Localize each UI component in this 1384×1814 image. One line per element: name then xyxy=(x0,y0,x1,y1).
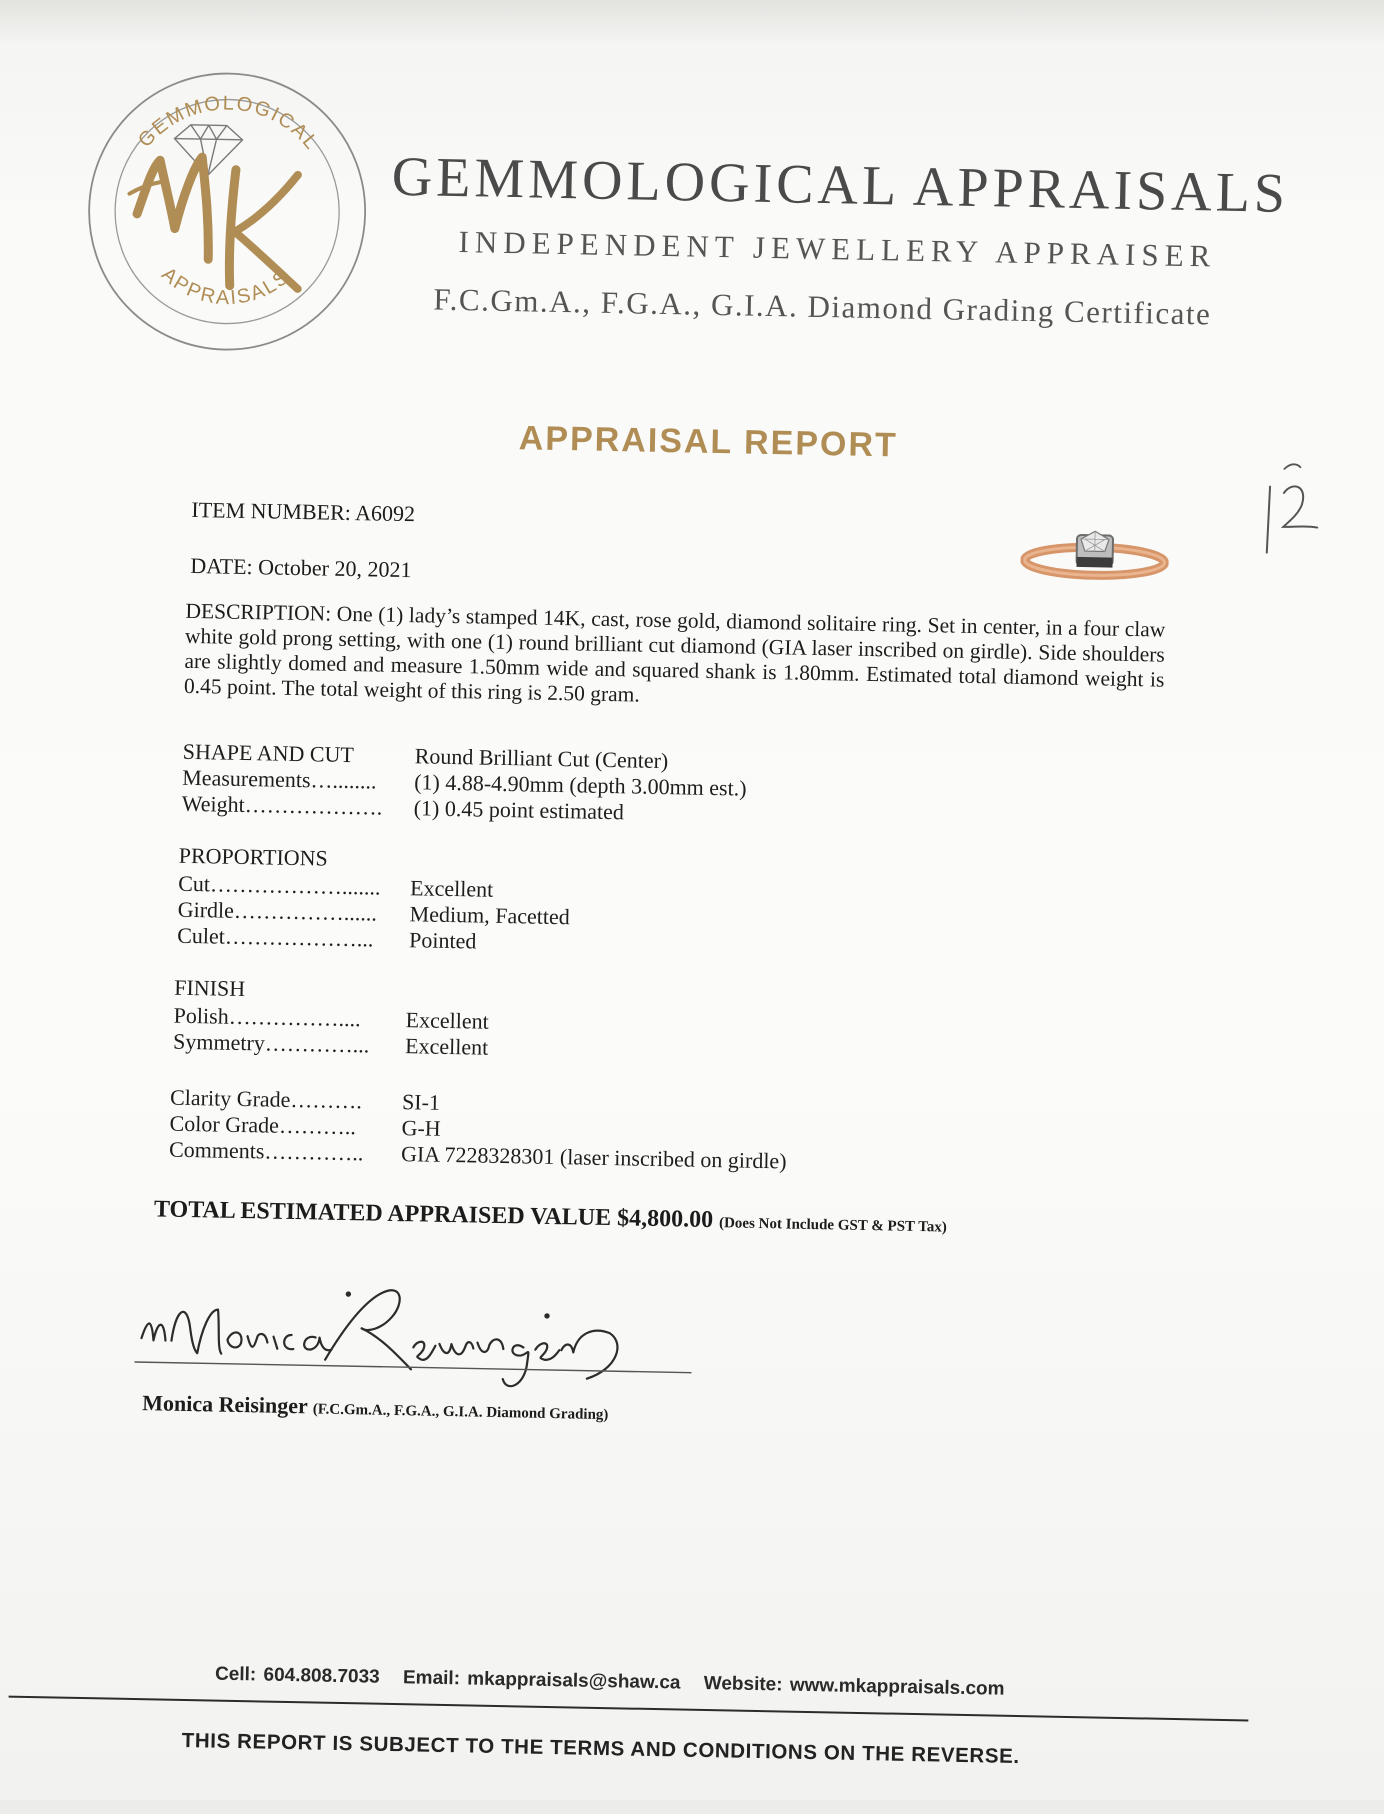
shape-and-cut-heading: SHAPE AND CUT xyxy=(182,738,355,768)
company-tagline: INDEPENDENT JEWELLERY APPRAISER xyxy=(458,224,1217,274)
svg-text:GEMMOLOGICAL xyxy=(134,91,324,155)
spec-label: Color Grade……….. xyxy=(169,1110,357,1140)
company-credentials: F.C.Gm.A., F.G.A., G.I.A. Diamond Grading Certificate xyxy=(433,281,1212,332)
website-link[interactable]: Website: www.mkappraisals.com xyxy=(703,1672,1005,1700)
company-name: GEMMOLOGICAL APPRAISALS xyxy=(391,145,1290,225)
spec-label: Comments………….. xyxy=(168,1136,364,1166)
spec-value: Excellent xyxy=(409,875,494,902)
report-title: APPRAISAL REPORT xyxy=(518,419,899,465)
total-appraised-value xyxy=(154,1196,1254,1244)
seal-top-text: GEMMOLOGICAL xyxy=(134,92,324,155)
description-label: DESCRIPTION: xyxy=(185,598,332,626)
spec-value: (1) 0.45 point estimated xyxy=(413,795,625,825)
spec-label: Measurements…........ xyxy=(182,764,377,794)
spec-value: Medium, Facetted xyxy=(409,901,570,930)
spec-value: SI-1 xyxy=(401,1089,441,1115)
spec-value: Excellent xyxy=(404,1033,489,1060)
total-label: TOTAL ESTIMATED APPRAISED VALUE xyxy=(153,1196,612,1232)
item-number xyxy=(191,497,415,527)
proportions-heading: PROPORTIONS xyxy=(178,842,329,871)
shape-and-cut-value: Round Brilliant Cut (Center) xyxy=(414,743,669,774)
email-link[interactable]: Email: mkappraisals@shaw.ca xyxy=(402,1667,681,1694)
company-seal-logo xyxy=(82,67,371,356)
tax-note: (Does Not Include GST & PST Tax) xyxy=(718,1215,947,1236)
handwritten-note-text: 12 xyxy=(1254,567,1257,570)
monogram-mk-icon xyxy=(128,156,300,289)
signer-credentials: (F.C.Gm.A., F.G.A., G.I.A. Diamond Grading) xyxy=(312,1401,609,1424)
spec-label: Polish…………….... xyxy=(173,1002,361,1032)
cell-phone: Cell: 604.808.7033 xyxy=(214,1663,380,1688)
spec-label: Weight………………. xyxy=(181,790,383,820)
report-date xyxy=(190,553,412,583)
spec-value: (1) 4.88-4.90mm (depth 3.00mm est.) xyxy=(413,769,747,801)
contact-info xyxy=(215,1664,1115,1703)
description-text: One (1) lady’s stamped 14K, cast, rose gold, diamond solitaire ring. Set in center, in a four claw white gold prong setting, with one (1) round brilliant cut diamond (GIA laser inscribed on girdle). Side shoulders are slightly domed and measure 1.50mm wide and squared shank is 1.80mm. Estimated total diamond weight is 0.45 point. The total weight of this ring is 2.50 gram. xyxy=(183,601,1166,707)
spec-label: Girdle……………...... xyxy=(177,896,378,926)
signer-name: Monica Reisinger xyxy=(142,1390,308,1419)
terms-notice: THIS REPORT IS SUBJECT TO THE TERMS AND CONDITIONS ON THE REVERSE. xyxy=(181,1728,1020,1769)
spec-value: GIA 7228328301 (laser inscribed on girdle) xyxy=(400,1141,787,1174)
item-description xyxy=(184,599,1166,718)
seal-bottom-text: APPRAISALS xyxy=(157,263,295,310)
finish-heading: FINISH xyxy=(173,974,246,1002)
ring-photo xyxy=(1020,520,1169,589)
spec-value: Pointed xyxy=(408,927,477,954)
date-label: DATE: xyxy=(190,552,253,580)
item-number-label: ITEM NUMBER: xyxy=(191,496,352,525)
date-value: October 20, 2021 xyxy=(257,554,412,583)
item-number-value: A6092 xyxy=(354,500,416,527)
handwritten-note xyxy=(1254,456,1326,572)
spec-label: Cut………………....... xyxy=(177,870,381,900)
spec-label: Symmetry…………... xyxy=(172,1028,370,1058)
spec-label: Culet………………... xyxy=(176,922,374,952)
total-value: $4,800.00 xyxy=(616,1205,714,1234)
spec-label: Clarity Grade………. xyxy=(169,1084,363,1114)
spec-value: G-H xyxy=(401,1115,441,1141)
spec-value: Excellent xyxy=(405,1007,489,1034)
